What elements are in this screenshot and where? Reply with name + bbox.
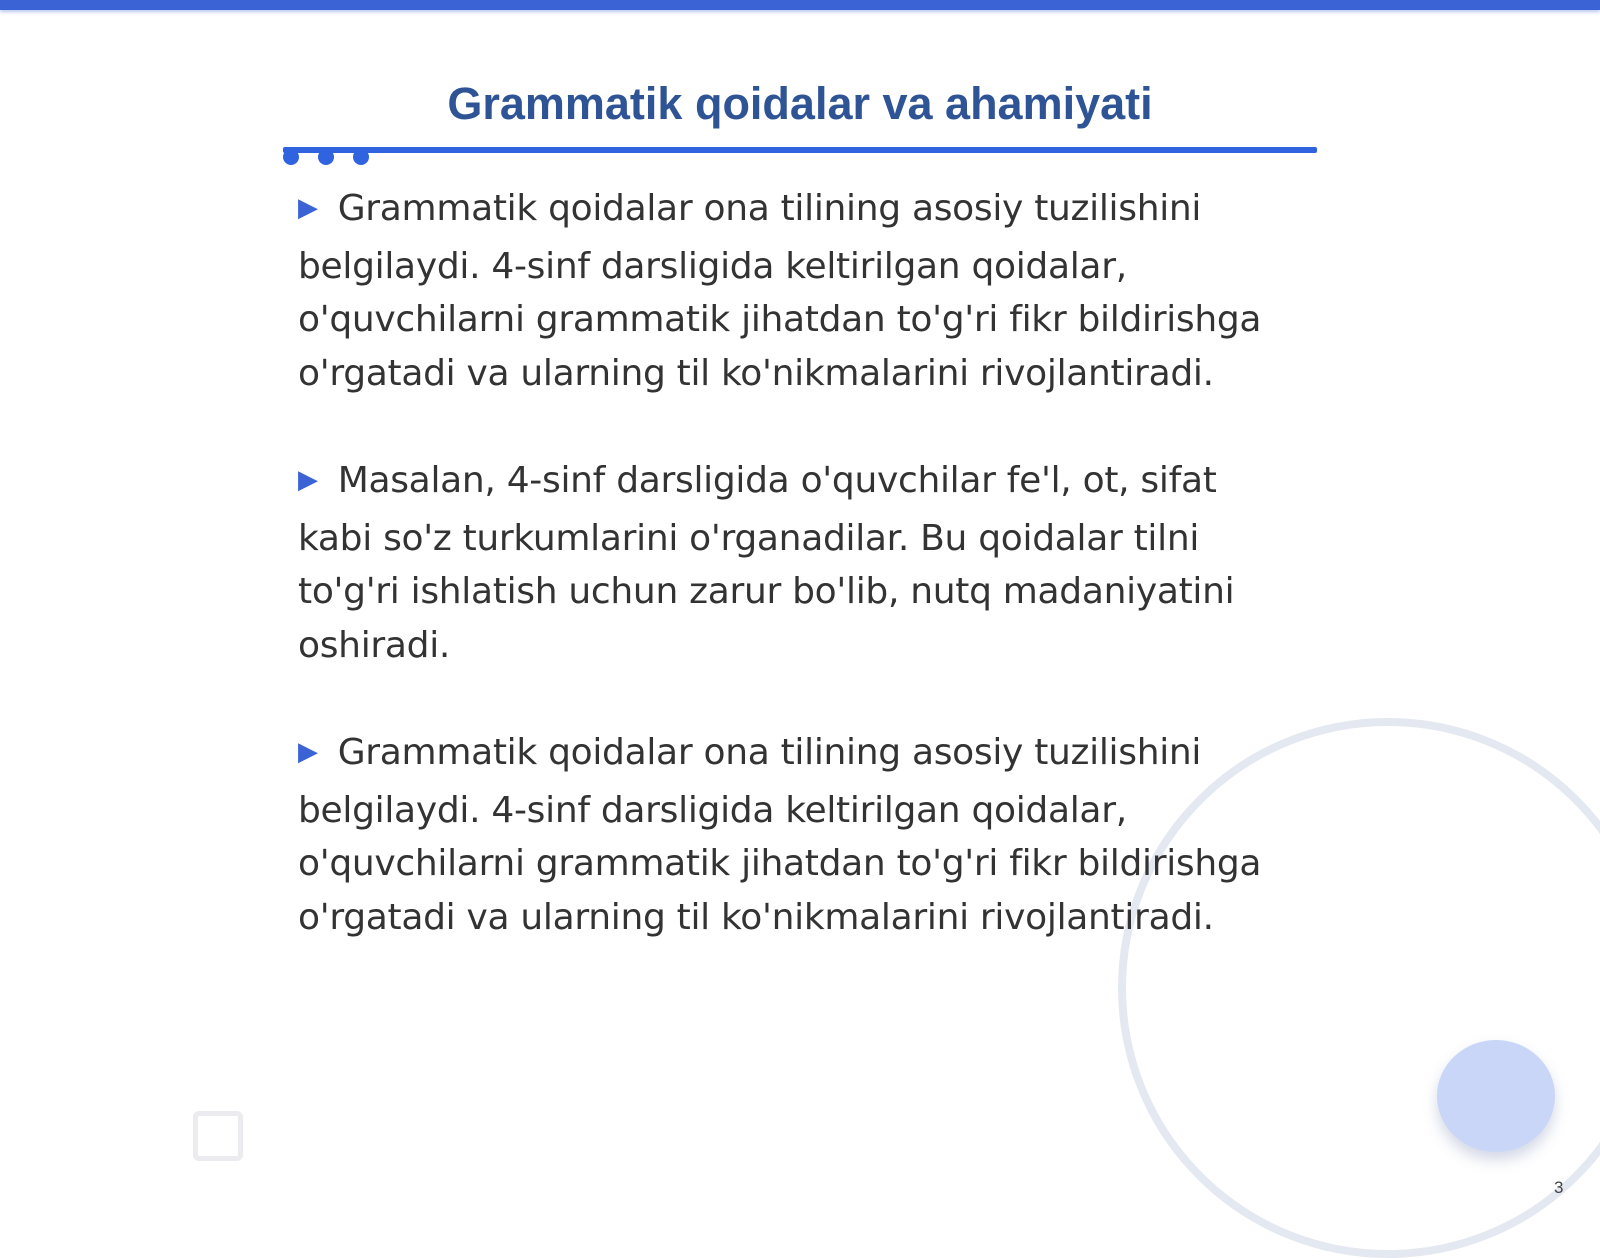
decorative-dot-3 — [353, 149, 369, 165]
decorative-square — [193, 1111, 243, 1161]
bullet-list — [298, 182, 1278, 998]
title-underline — [283, 147, 1317, 153]
triangle-right-icon: ▶ — [298, 737, 318, 767]
triangle-right-icon: ▶ — [298, 193, 318, 223]
top-accent-bar — [0, 0, 1600, 10]
bullet-paragraph — [298, 454, 1278, 672]
bullet-text: Grammatik qoidalar ona tilining asosiy tuzilishini belgilaydi. 4-sinf darsligida keltirilgan qoidalar, o'quvchilarni grammatik jihatdan to'g'ri fikr bildirishga o'rgatadi va ularning til ko'nikmalarini rivojlantiradi. — [298, 732, 1262, 938]
slide-title: Grammatik qoidalar va ahamiyati — [447, 78, 1153, 129]
decorative-circle-blob — [1437, 1040, 1555, 1152]
decorative-dot-2 — [318, 149, 334, 165]
bullet-text: Grammatik qoidalar ona tilining asosiy tuzilishini belgilaydi. 4-sinf darsligida keltirilgan qoidalar, o'quvchilarni grammatik jihatdan to'g'ri fikr bildirishga o'rgatadi va ularning til ko'nikmalarini rivojlantiradi. — [298, 188, 1262, 394]
bullet-paragraph — [298, 726, 1278, 944]
bullet-paragraph — [298, 182, 1278, 400]
triangle-right-icon: ▶ — [298, 465, 318, 495]
bullet-text: Masalan, 4-sinf darsligida o'quvchilar fe'l, ot, sifat kabi so'z turkumlarini o'rganadilar. Bu qoidalar tilni to'g'ri ishlatish uchun zarur bo'lib, nutq madaniyatini oshiradi. — [298, 460, 1235, 666]
page-number: 3 — [1554, 1178, 1564, 1197]
decorative-dot-1 — [283, 149, 299, 165]
